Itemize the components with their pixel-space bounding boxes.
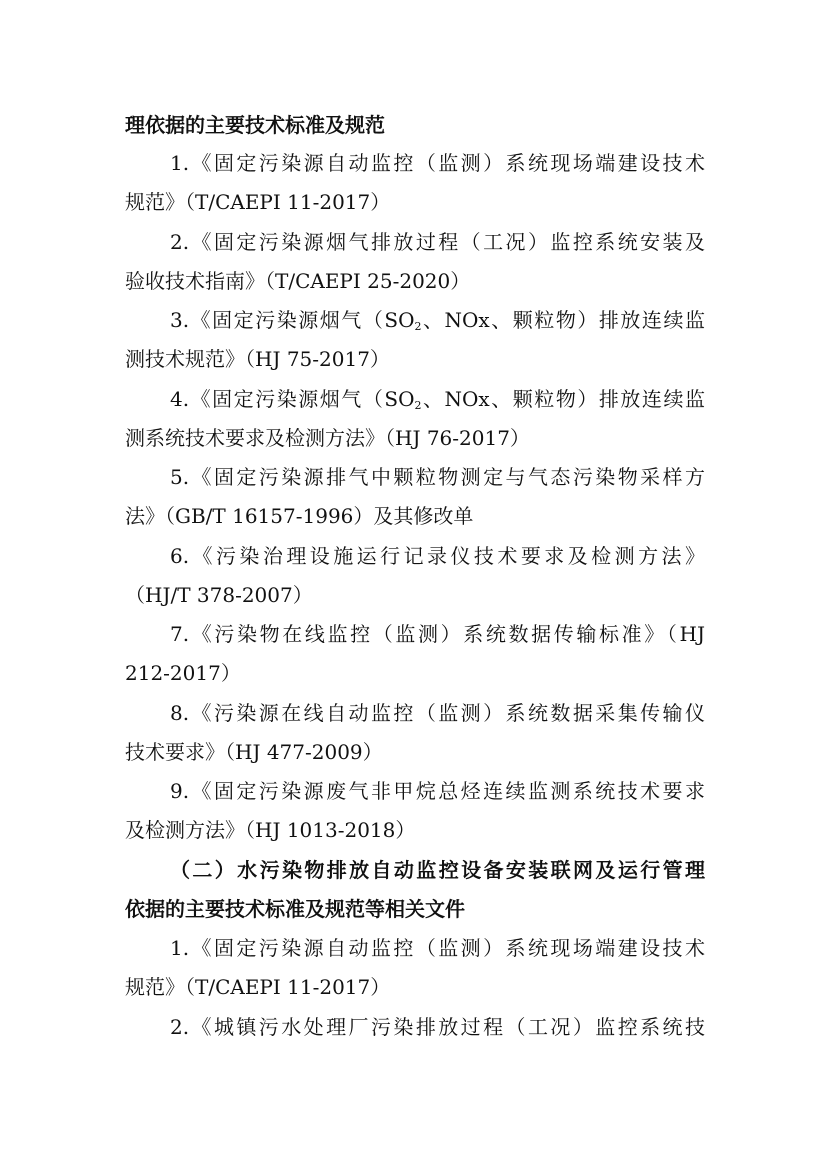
s1-item3-pre: 3.《固定污染源烟气（SO	[170, 308, 415, 332]
s1-item2-line1: 2.《固定污染源烟气排放过程（工况）监控系统安装及	[170, 230, 705, 254]
s2-item1-line1: 1.《固定污染源自动监控（监测）系统现场端建设技术	[170, 936, 705, 960]
s2-item1-line2: 规范》（T/CAEPI 11-2017）	[125, 975, 391, 999]
s1-item7-line1: 7.《污染物在线监控（监测）系统数据传输标准》（HJ	[170, 622, 705, 646]
s1-item3-line2: 测技术规范》（HJ 75-2017）	[125, 347, 390, 371]
s1-item8-line2: 技术要求》（HJ 477-2009）	[125, 740, 383, 764]
section1-heading-tail: 理依据的主要技术标准及规范	[125, 113, 385, 137]
s1-item3-sub: 2	[414, 320, 422, 333]
s1-item3-post: 、NOx、颗粒物）排放连续监	[421, 308, 705, 332]
s1-item6-line2: （HJ/T 378-2007）	[125, 583, 313, 607]
s1-item3-line1	[125, 300, 705, 340]
s1-item4-line1	[125, 379, 705, 419]
s1-item4-line2: 测系统技术要求及检测方法》（HJ 76-2017）	[125, 426, 530, 450]
s1-item9-line1: 9.《固定污染源废气非甲烷总烃连续监测系统技术要求	[170, 779, 705, 803]
section2-heading-line1: （二）水污染物排放自动监控设备安装联网及运行管理	[170, 858, 705, 882]
s1-item4-sub: 2	[414, 399, 422, 412]
section2-heading-line2: 依据的主要技术标准及规范等相关文件	[125, 897, 465, 921]
s1-item2-line2: 验收技术指南》（T/CAEPI 25-2020）	[125, 269, 471, 293]
s1-item5-line1: 5.《固定污染源排气中颗粒物测定与气态污染物采样方	[170, 465, 705, 489]
s1-item8-line1: 8.《污染源在线自动监控（监测）系统数据采集传输仪	[170, 701, 705, 725]
s1-item1-line2: 规范》（T/CAEPI 11-2017）	[125, 190, 391, 214]
s1-item5-line2: 法》（GB/T 16157-1996）及其修改单	[125, 504, 474, 528]
s1-item7-line2: 212-2017）	[125, 661, 241, 685]
s1-item4-pre: 4.《固定污染源烟气（SO	[170, 387, 415, 411]
s1-item4-post: 、NOx、颗粒物）排放连续监	[421, 387, 705, 411]
s1-item9-line2: 及检测方法》（HJ 1013-2018）	[125, 818, 416, 842]
s2-item2-line1: 2.《城镇污水处理厂污染排放过程（工况）监控系统技	[170, 1015, 705, 1039]
s1-item1-line1: 1.《固定污染源自动监控（监测）系统现场端建设技术	[170, 151, 705, 175]
s1-item6-line1: 6.《污染治理设施运行记录仪技术要求及检测方法》	[170, 544, 705, 568]
